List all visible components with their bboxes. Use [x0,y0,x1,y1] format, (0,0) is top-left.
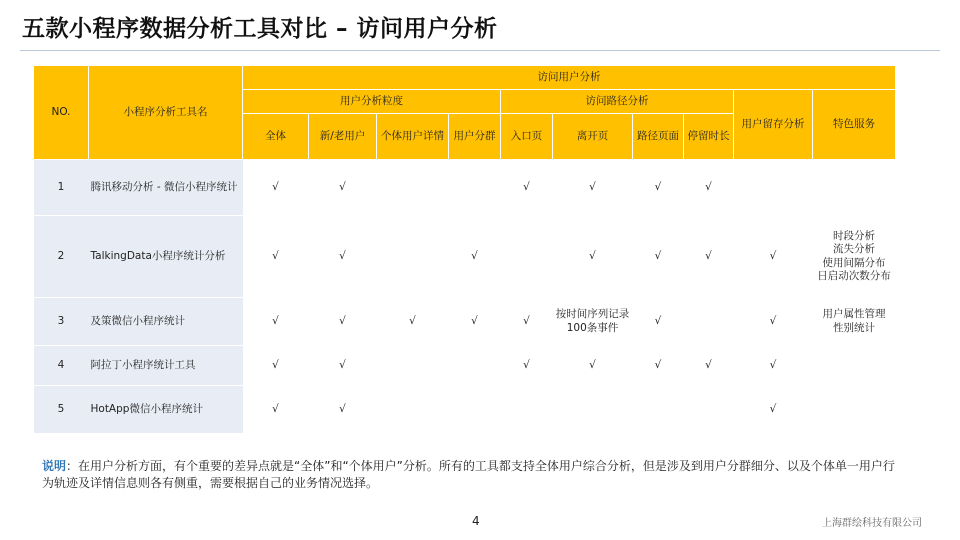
cell-all: √ [243,216,309,298]
cell-no: 5 [34,386,89,434]
cell-individual [377,160,449,216]
note-paragraph [42,458,902,493]
table-body [34,160,896,434]
cell-all: √ [243,298,309,346]
table-row [34,216,896,298]
cell-no: 2 [34,216,89,298]
title-divider [20,50,940,51]
header-no: NO. [34,66,89,160]
cell-path-page: √ [633,216,684,298]
cell-special: 时段分析 流失分析 使用间隔分布 日启动次数分布 [813,216,896,298]
header-entry: 入口页 [501,114,553,160]
cell-new-old: √ [309,160,377,216]
table-row [34,298,896,346]
cell-dwell: √ [684,160,734,216]
note-text: ：在用户分析方面，有个重要的差异点就是“全体”和“个体用户”分析。所有的工具都支持全体用户综合分析，但是涉及到用户分群细分、以及个体单一用户行为轨迹及详情信息则各有侧重，需要根据自己的业务情况选择。 [42,459,895,491]
cell-group: √ [449,216,501,298]
cell-entry [501,216,553,298]
table-row [34,386,896,434]
cell-entry: √ [501,160,553,216]
cell-retention: √ [734,216,813,298]
comparison-table [33,65,896,434]
header-visit-user-analysis: 访问用户分析 [243,66,896,90]
company-name: 上海群绘科技有限公司 [822,518,922,529]
header-user-granularity: 用户分析粒度 [243,90,501,114]
cell-individual [377,386,449,434]
cell-name: 阿拉丁小程序统计工具 [89,346,243,386]
header-individual: 个体用户详情 [377,114,449,160]
cell-exit: √ [553,160,633,216]
cell-no: 3 [34,298,89,346]
cell-group [449,346,501,386]
cell-retention: √ [734,298,813,346]
table-row [34,160,896,216]
cell-dwell [684,386,734,434]
header-tool-name: 小程序分析工具名 [89,66,243,160]
cell-special [813,386,896,434]
header-visit-path: 访问路径分析 [501,90,734,114]
cell-path-page: √ [633,298,684,346]
header-special: 特色服务 [813,90,896,160]
header-all: 全体 [243,114,309,160]
cell-special: 用户属性管理 性别统计 [813,298,896,346]
header-dwell: 停留时长 [684,114,734,160]
header-path-page: 路径页面 [633,114,684,160]
cell-individual [377,346,449,386]
cell-new-old: √ [309,298,377,346]
cell-all: √ [243,160,309,216]
cell-individual: √ [377,298,449,346]
cell-exit [553,386,633,434]
cell-entry: √ [501,298,553,346]
cell-special [813,160,896,216]
header-new-old: 新/老用户 [309,114,377,160]
header-exit: 离开页 [553,114,633,160]
cell-group [449,386,501,434]
cell-dwell [684,298,734,346]
cell-new-old: √ [309,216,377,298]
cell-new-old: √ [309,386,377,434]
cell-path-page [633,386,684,434]
cell-retention: √ [734,386,813,434]
cell-all: √ [243,386,309,434]
cell-path-page: √ [633,160,684,216]
cell-name: 腾讯移动分析 - 微信小程序统计 [89,160,243,216]
cell-special [813,346,896,386]
cell-name: HotApp微信小程序统计 [89,386,243,434]
cell-retention: √ [734,346,813,386]
cell-exit: √ [553,346,633,386]
note-label: 说明 [42,459,67,473]
cell-path-page: √ [633,346,684,386]
cell-group: √ [449,298,501,346]
cell-group [449,160,501,216]
cell-new-old: √ [309,346,377,386]
cell-dwell: √ [684,346,734,386]
cell-dwell: √ [684,216,734,298]
table-row [34,346,896,386]
cell-retention [734,160,813,216]
page-number: 4 [472,514,480,528]
cell-entry [501,386,553,434]
cell-all: √ [243,346,309,386]
cell-exit: √ [553,216,633,298]
header-retention: 用户留存分析 [734,90,813,160]
header-group: 用户分群 [449,114,501,160]
cell-exit: 按时间序列记录 100条事件 [553,298,633,346]
cell-name: 及策微信小程序统计 [89,298,243,346]
cell-no: 4 [34,346,89,386]
cell-no: 1 [34,160,89,216]
cell-entry: √ [501,346,553,386]
cell-individual [377,216,449,298]
slide-title: 五款小程序数据分析工具对比 – 访问用户分析 [22,16,498,42]
cell-name: TalkingData小程序统计分析 [89,216,243,298]
